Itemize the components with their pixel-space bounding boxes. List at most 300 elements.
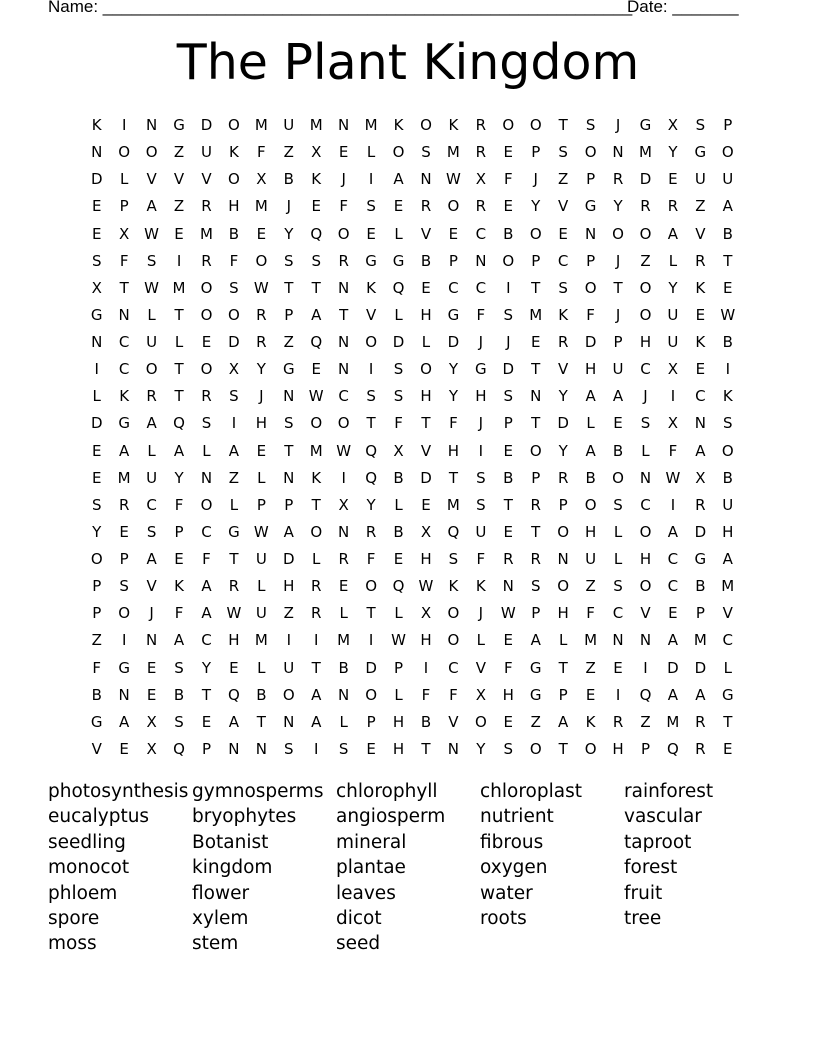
grid-letter: K [722, 387, 733, 406]
grid-row [83, 682, 742, 709]
grid-letter: E [229, 658, 239, 677]
grid-letter: H [420, 387, 432, 406]
grid-letter: P [284, 495, 294, 514]
grid-letter: T [531, 360, 541, 379]
grid-letter: W [665, 468, 681, 487]
grid-letter: E [613, 414, 623, 433]
grid-letter: I [231, 414, 237, 433]
grid-letter: F [174, 604, 184, 623]
grid-letter: B [722, 333, 733, 351]
grid-letter: B [612, 441, 624, 460]
grid-letter: O [228, 305, 240, 324]
grid-letter: U [255, 550, 267, 568]
grid-letter: E [311, 360, 321, 379]
grid-letter: L [668, 251, 678, 270]
grid-letter: O [584, 739, 597, 758]
grid-letter: Q [392, 577, 405, 596]
grid-letter: H [612, 739, 624, 758]
grid-letter: E [668, 170, 678, 189]
grid-letter: P [640, 739, 650, 758]
grid-letter: G [694, 143, 707, 162]
grid-letter: N [639, 468, 652, 487]
grid-letter: G [118, 414, 130, 433]
grid-letter: O [557, 522, 570, 541]
grid-letter: T [531, 414, 541, 433]
grid-letter: U [667, 305, 679, 324]
grid-letter: W [391, 631, 406, 650]
grid-letter: R [695, 251, 706, 270]
grid-letter: N [283, 468, 295, 487]
grid-letter: Z [558, 170, 569, 189]
word-bank-item: taproot [624, 831, 692, 853]
grid-letter: C [475, 224, 487, 243]
grid-letter: W [253, 278, 269, 297]
grid-letter: A [228, 712, 240, 731]
grid-letter: R [695, 712, 706, 731]
grid-letter: W [144, 278, 160, 297]
word-bank-row [48, 779, 768, 804]
grid-letter: A [201, 577, 212, 596]
grid-letter: S [393, 387, 404, 406]
grid-letter: S [503, 305, 514, 324]
grid-letter: K [585, 712, 596, 731]
grid-letter: O [420, 360, 432, 379]
grid-letter: E [695, 305, 706, 324]
grid-row [83, 356, 742, 383]
grid-letter: K [695, 333, 706, 351]
grid-letter: H [283, 577, 295, 596]
grid-letter: R [311, 577, 322, 596]
grid-letter: V [91, 739, 102, 758]
grid-letter: O [90, 550, 103, 568]
grid-letter: I [368, 360, 374, 379]
grid-letter: O [447, 197, 460, 216]
grid-letter: J [478, 414, 484, 433]
grid-row [83, 655, 742, 682]
grid-letter: H [557, 604, 569, 623]
grid-letter: C [475, 278, 487, 297]
grid-letter: B [503, 224, 514, 243]
grid-letter: J [478, 333, 484, 351]
grid-row [83, 275, 742, 302]
grid-letter: D [283, 550, 295, 568]
grid-letter: M [446, 495, 460, 514]
grid-letter: R [201, 251, 212, 270]
grid-letter: U [722, 170, 734, 189]
grid-letter: T [448, 468, 458, 487]
grid-letter: D [392, 333, 405, 351]
grid-letter: P [256, 495, 266, 514]
grid-letter: B [393, 468, 404, 487]
grid-letter: O [639, 224, 652, 243]
grid-letter: H [584, 360, 597, 379]
word-bank [48, 779, 768, 957]
grid-letter: R [365, 522, 377, 541]
grid-letter: U [694, 170, 706, 189]
grid-letter: E [503, 522, 514, 541]
grid-letter: Q [447, 522, 460, 541]
word-bank-row [48, 804, 768, 829]
grid-letter: T [366, 604, 376, 623]
grid-row [83, 736, 742, 763]
grid-letter: A [146, 414, 157, 433]
grid-letter: D [90, 414, 103, 433]
grid-letter: X [667, 116, 679, 134]
grid-letter: P [119, 197, 129, 216]
grid-letter: E [421, 278, 431, 297]
grid-letter: S [119, 577, 129, 596]
grid-letter: T [366, 414, 376, 433]
grid-letter: G [228, 522, 240, 541]
grid-letter: O [200, 278, 213, 297]
grid-letter: K [393, 116, 404, 134]
grid-letter: S [366, 197, 376, 216]
word-bank-item: tree [624, 907, 662, 929]
grid-letter: K [311, 170, 322, 189]
grid-letter: C [667, 577, 679, 596]
grid-letter: O [310, 414, 323, 433]
grid-letter: S [640, 414, 651, 433]
grid-letter: S [421, 143, 431, 162]
grid-letter: Y [668, 143, 678, 162]
grid-letter: H [475, 387, 487, 406]
grid-letter: G [173, 116, 185, 134]
grid-row [83, 410, 742, 437]
grid-letter: L [641, 441, 650, 460]
grid-letter: I [94, 360, 99, 379]
grid-letter: P [531, 604, 541, 623]
grid-letter: H [392, 739, 405, 758]
grid-letter: A [201, 604, 212, 623]
word-bank-item: rainforest [624, 781, 714, 802]
grid-letter: I [615, 685, 621, 704]
grid-letter: B [695, 577, 706, 596]
grid-letter: J [341, 170, 346, 189]
grid-letter: X [338, 495, 349, 514]
grid-letter: M [666, 712, 680, 731]
grid-letter: A [667, 631, 679, 650]
grid-letter: Y [256, 360, 266, 379]
grid-letter: A [311, 685, 322, 704]
grid-letter: I [670, 387, 676, 406]
grid-letter: K [174, 577, 184, 596]
name-field-label: Name: ________________________________________________________ [48, 0, 633, 16]
grid-letter: R [475, 197, 487, 216]
grid-letter: T [613, 278, 623, 297]
grid-letter: C [201, 631, 212, 650]
grid-letter: O [282, 685, 295, 704]
grid-letter: N [475, 251, 487, 270]
grid-letter: L [394, 495, 403, 514]
grid-letter: M [309, 116, 323, 134]
grid-letter: P [448, 251, 458, 270]
grid-letter: I [643, 658, 648, 677]
grid-letter: T [174, 387, 184, 406]
grid-letter: E [668, 604, 678, 623]
grid-letter: S [284, 414, 294, 433]
grid-letter: S [174, 712, 184, 731]
word-bank-item: monocot [48, 857, 130, 879]
grid-letter: L [586, 414, 595, 433]
grid-letter: B [585, 468, 596, 487]
grid-letter: N [639, 631, 652, 650]
grid-letter: W [500, 604, 516, 623]
grid-letter: G [529, 658, 542, 677]
grid-letter: S [146, 251, 157, 270]
grid-letter: S [476, 495, 486, 514]
grid-letter: L [366, 143, 376, 162]
grid-letter: N [228, 739, 240, 758]
grid-letter: D [420, 468, 432, 487]
grid-letter: I [368, 170, 374, 189]
grid-row [83, 112, 742, 139]
word-bank-item: vascular [624, 806, 702, 828]
grid-letter: C [118, 360, 130, 379]
grid-letter: H [228, 631, 240, 650]
grid-letter: E [119, 739, 129, 758]
grid-letter: R [256, 305, 267, 324]
grid-letter: P [531, 143, 541, 162]
grid-letter: P [531, 251, 541, 270]
grid-letter: A [119, 441, 130, 460]
grid-letter: A [667, 522, 679, 541]
grid-letter: F [257, 143, 266, 162]
grid-letter: F [229, 251, 239, 270]
grid-letter: L [394, 685, 403, 704]
grid-letter: W [720, 305, 736, 324]
grid-letter: A [146, 197, 157, 216]
grid-letter: M [199, 224, 213, 243]
grid-letter: D [694, 658, 707, 677]
grid-letter: N [200, 468, 213, 487]
grid-letter: D [90, 170, 103, 189]
grid-letter: N [420, 170, 432, 189]
grid-letter: E [503, 143, 514, 162]
grid-row [83, 600, 742, 627]
grid-letter: U [283, 658, 295, 677]
word-bank-item: flower [192, 882, 250, 904]
grid-letter: T [421, 414, 431, 433]
grid-letter: H [639, 333, 652, 351]
grid-row [83, 193, 742, 220]
grid-letter: W [445, 170, 461, 189]
grid-letter: V [420, 224, 432, 243]
grid-letter: A [146, 550, 157, 568]
grid-letter: O [639, 305, 652, 324]
grid-letter: U [585, 550, 597, 568]
grid-letter: X [228, 360, 240, 379]
grid-letter: I [176, 251, 182, 270]
grid-letter: W [144, 224, 160, 243]
grid-letter: P [201, 739, 211, 758]
grid-letter: N [91, 143, 103, 162]
grid-letter: S [585, 116, 596, 134]
grid-letter: M [584, 631, 598, 650]
grid-letter: T [558, 658, 568, 677]
grid-letter: W [226, 604, 242, 623]
grid-letter: L [394, 305, 403, 324]
grid-letter: N [145, 116, 158, 134]
grid-letter: F [174, 495, 184, 514]
grid-letter: E [723, 278, 733, 297]
word-bank-item: phloem [48, 882, 118, 904]
grid-letter: I [725, 360, 730, 379]
grid-letter: P [586, 251, 596, 270]
grid-letter: K [475, 577, 486, 596]
grid-letter: F [449, 414, 458, 433]
header-line [48, 0, 768, 19]
grid-letter: Y [366, 495, 376, 514]
grid-letter: V [173, 170, 185, 189]
grid-letter: V [558, 197, 569, 216]
grid-letter: L [119, 170, 129, 189]
grid-letter: Z [640, 251, 651, 270]
grid-letter: O [502, 251, 515, 270]
grid-letter: O [721, 143, 734, 162]
grid-letter: D [502, 360, 515, 379]
grid-letter: E [338, 143, 349, 162]
grid-letter: X [311, 143, 322, 162]
grid-letter: I [286, 631, 291, 650]
grid-letter: S [448, 550, 459, 568]
grid-letter: S [613, 495, 623, 514]
grid-letter: Q [310, 224, 323, 243]
grid-letter: O [365, 577, 377, 596]
grid-letter: E [201, 333, 212, 351]
grid-letter: T [558, 116, 568, 134]
word-bank-item: stem [192, 933, 239, 955]
grid-letter: N [694, 414, 706, 433]
grid-letter: G [392, 251, 405, 270]
grid-letter: T [311, 658, 321, 677]
grid-letter: W [308, 387, 324, 406]
grid-letter: L [257, 468, 266, 487]
grid-letter: J [533, 170, 538, 189]
grid-letter: F [394, 414, 403, 433]
grid-letter: N [283, 387, 295, 406]
word-bank-item: gymnosperms [192, 781, 324, 802]
grid-letter: S [146, 522, 157, 541]
grid-letter: R [420, 197, 432, 216]
grid-letter: G [90, 712, 103, 731]
word-bank-item: leaves [336, 882, 396, 904]
grid-letter: U [667, 333, 679, 351]
grid-letter: K [448, 116, 459, 134]
grid-letter: Z [173, 143, 185, 162]
grid-letter: A [311, 305, 322, 324]
grid-letter: O [200, 495, 213, 514]
grid-letter: G [118, 658, 130, 677]
grid-letter: H [420, 631, 432, 650]
grid-row [83, 438, 742, 465]
grid-letter: E [91, 441, 102, 460]
grid-letter: M [117, 468, 131, 487]
grid-letter: A [228, 441, 240, 460]
grid-letter: T [339, 305, 349, 324]
grid-letter: L [613, 550, 623, 568]
word-bank-item: xylem [192, 907, 249, 929]
grid-letter: B [91, 685, 102, 704]
word-bank-item: kingdom [192, 857, 273, 879]
grid-letter: E [723, 739, 733, 758]
word-bank-item: nutrient [480, 806, 554, 828]
grid-letter: I [314, 631, 319, 650]
grid-letter: C [338, 387, 349, 406]
grid-letter: A [667, 685, 679, 704]
grid-letter: S [530, 577, 541, 596]
grid-letter: O [200, 360, 213, 379]
grid-letter: B [338, 658, 349, 677]
grid-letter: R [640, 197, 651, 216]
grid-letter: O [228, 116, 240, 134]
grid-letter: C [557, 251, 569, 270]
grid-letter: T [421, 739, 431, 758]
grid-letter: S [284, 251, 294, 270]
grid-letter: V [146, 577, 157, 596]
word-bank-item: forest [624, 857, 678, 879]
grid-letter: P [613, 333, 623, 351]
word-bank-item: dicot [336, 907, 382, 929]
grid-letter: L [394, 604, 403, 623]
grid-letter: D [447, 333, 460, 351]
grid-letter: G [694, 550, 707, 568]
grid-letter: P [558, 495, 568, 514]
grid-letter: Y [284, 224, 294, 243]
grid-letter: E [119, 522, 129, 541]
grid-letter: A [311, 712, 322, 731]
grid-letter: L [558, 631, 568, 650]
grid-letter: S [558, 278, 568, 297]
grid-letter: Q [365, 441, 377, 460]
grid-letter: T [531, 278, 541, 297]
grid-letter: T [311, 278, 321, 297]
grid-letter: F [339, 197, 348, 216]
grid-letter: C [201, 522, 212, 541]
grid-letter: Z [640, 712, 651, 731]
grid-letter: T [723, 251, 733, 270]
grid-letter: C [667, 550, 679, 568]
grid-letter: N [338, 333, 350, 351]
grid-letter: H [255, 414, 267, 433]
grid-letter: B [420, 251, 432, 270]
grid-letter: L [394, 224, 403, 243]
word-bank-row [48, 881, 768, 906]
grid-letter: O [529, 224, 542, 243]
grid-letter: Q [228, 685, 240, 704]
word-bank-item: eucalyptus [48, 806, 150, 828]
grid-letter: P [586, 170, 596, 189]
grid-letter: O [420, 116, 432, 134]
grid-letter: S [201, 414, 212, 433]
grid-letter: R [475, 143, 487, 162]
grid-letter: Y [174, 468, 184, 487]
grid-letter: M [337, 631, 351, 650]
word-bank-row [48, 931, 768, 956]
grid-letter: I [506, 278, 511, 297]
grid-letter: D [557, 414, 569, 433]
grid-letter: Y [476, 739, 486, 758]
grid-letter: I [121, 116, 127, 134]
grid-letter: B [503, 468, 514, 487]
grid-letter: R [530, 495, 541, 514]
grid-letter: G [639, 116, 652, 134]
grid-letter: Z [283, 143, 294, 162]
grid-letter: F [449, 685, 458, 704]
grid-letter: C [612, 604, 624, 623]
grid-letter: E [613, 658, 623, 677]
grid-letter: H [228, 197, 240, 216]
grid-letter: E [503, 631, 514, 650]
